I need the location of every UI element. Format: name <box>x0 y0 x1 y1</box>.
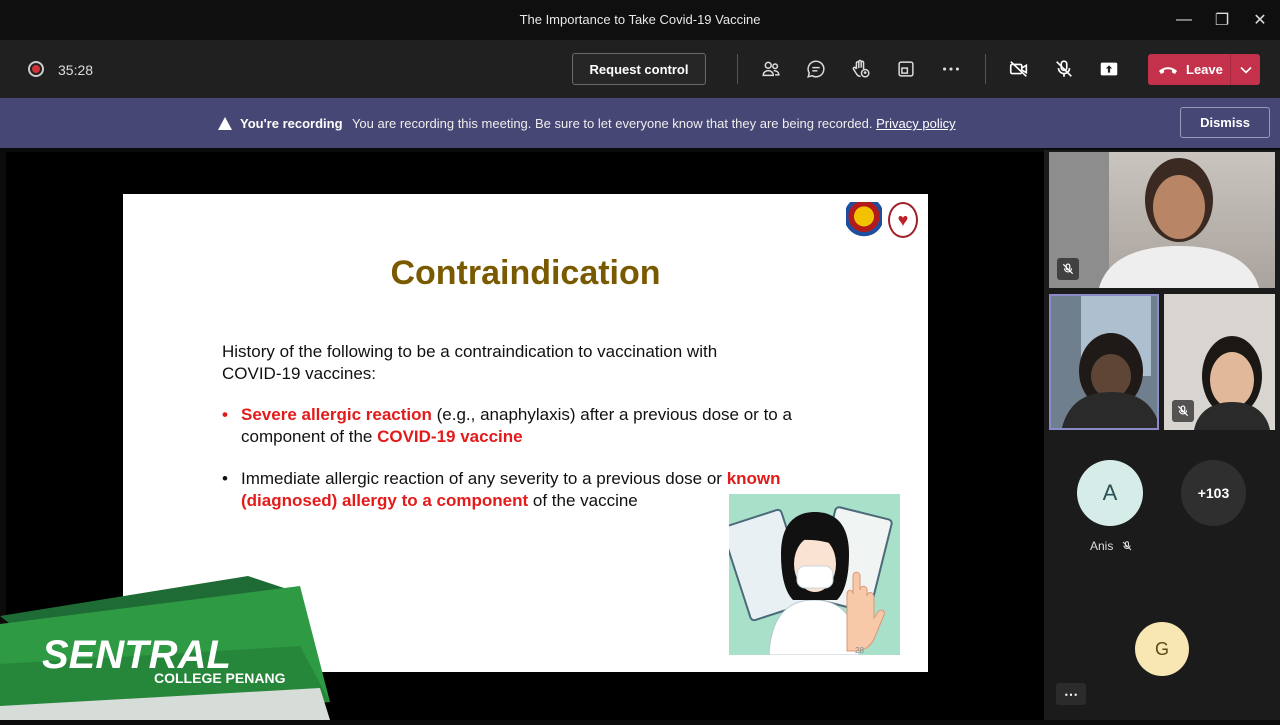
slide-bullet-2 <box>222 468 792 512</box>
recording-banner <box>0 98 1280 148</box>
window-title: The Importance to Take Covid-19 Vaccine <box>519 12 761 27</box>
slide-intro: History of the following to be a contraindication to vaccination with COVID-19 vaccines: <box>222 342 718 383</box>
overflow-participants-button[interactable]: +103 <box>1181 460 1246 526</box>
bullet-1-text: (e.g., anaphylaxis) after a previous dose or to a component of the <box>241 405 792 446</box>
participant-avatar-a[interactable]: A <box>1077 460 1143 526</box>
participant-video-tile-active-speaker[interactable] <box>1049 294 1159 430</box>
sentral-college-logo <box>0 576 330 720</box>
stop-gesture-illustration <box>729 494 900 655</box>
dismiss-button[interactable]: Dismiss <box>1180 107 1270 138</box>
request-control-button[interactable]: Request control <box>572 53 706 85</box>
participant-avatar-g[interactable]: G <box>1135 622 1189 676</box>
leave-options-chevron-down-icon[interactable] <box>1230 54 1260 85</box>
meeting-timer: 35:28 <box>58 62 94 78</box>
chat-icon[interactable] <box>803 57 829 81</box>
more-options-button[interactable]: ⋯ <box>1056 683 1086 705</box>
leave-button[interactable] <box>1148 54 1260 85</box>
mic-off-icon <box>1057 258 1079 280</box>
slide-logos <box>846 202 918 238</box>
coat-of-arms-logo-icon <box>846 202 882 238</box>
bullet-2-text-tail: of the vaccine <box>528 491 638 510</box>
slide-page-number: 28 <box>855 646 864 655</box>
recording-indicator-icon <box>28 61 44 77</box>
participant-name-label: Anis <box>1090 539 1114 553</box>
participant-name-anis <box>1090 538 1133 553</box>
warning-icon <box>218 117 232 130</box>
toolbar-divider <box>737 54 738 84</box>
hang-up-icon <box>1158 64 1178 76</box>
rooms-icon[interactable] <box>893 57 919 81</box>
bullet-marker: • <box>222 469 228 488</box>
restore-icon[interactable]: ❐ <box>1214 12 1230 29</box>
raise-hand-icon[interactable] <box>848 57 874 81</box>
bullet-marker: • <box>222 405 228 424</box>
minimize-icon[interactable]: — <box>1176 11 1192 28</box>
recording-banner-message: You are recording this meeting. Be sure to let everyone know that they are being recorded. <box>351 116 873 131</box>
more-icon[interactable] <box>938 57 964 81</box>
participant-video-tile[interactable] <box>1049 152 1275 288</box>
privacy-policy-link[interactable]: Privacy policy <box>876 116 956 131</box>
bullet-2-text: Immediate allergic reaction of any severity to a previous dose or <box>241 469 727 488</box>
toolbar-divider <box>985 54 986 84</box>
mic-off-icon <box>1172 400 1194 422</box>
bullet-1-emphasis-tail: COVID-19 vaccine <box>377 427 523 446</box>
mic-off-icon[interactable] <box>1051 57 1077 81</box>
slide-bullet-1 <box>222 404 792 448</box>
title-bar <box>0 0 1280 40</box>
close-icon[interactable]: ✕ <box>1253 12 1267 29</box>
share-icon[interactable] <box>1096 57 1122 81</box>
slide-title: Contraindication <box>390 254 661 292</box>
participant-video-tile[interactable] <box>1164 294 1275 430</box>
leave-label: Leave <box>1186 62 1223 77</box>
bullet-1-emphasis: Severe allergic reaction <box>241 405 432 424</box>
slide-bullet-list <box>222 404 792 532</box>
bullet-2-emphasis: known (diagnosed) allergy to a component <box>241 469 781 510</box>
camera-off-icon[interactable] <box>1006 57 1032 81</box>
participants-icon[interactable] <box>758 57 784 81</box>
heart-badge-logo-icon: ♥ <box>888 202 918 238</box>
logo-sub-text: COLLEGE PENANG <box>154 670 286 686</box>
mic-off-icon <box>1121 540 1133 552</box>
logo-brand-text: SENTRAL <box>42 633 231 677</box>
recording-banner-heading: You're recording <box>240 116 343 131</box>
